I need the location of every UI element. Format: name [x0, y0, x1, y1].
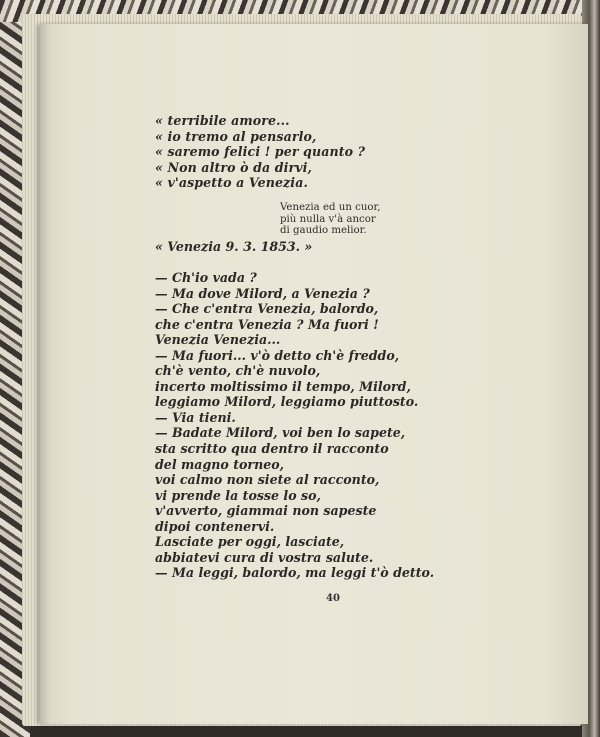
dialogue-line: incerto moltissimo il tempo, Milord, [155, 378, 411, 394]
dialogue-line: abbiatevi cura di vostra salute. [155, 549, 374, 565]
page-number: 40 [326, 593, 340, 604]
dialogue-line: Lasciate per oggi, lasciate, [155, 534, 345, 550]
dialogue-line: sta scritto qua dentro il racconto [155, 441, 389, 457]
dialogue [155, 270, 434, 581]
dialogue-line: Venezia Venezia... [155, 332, 281, 348]
dialogue-line: leggiamo Milord, leggiamo piuttosto. [155, 394, 419, 410]
stanza-line: « Non altro ò da dirvi, [155, 159, 313, 175]
dialogue-line: — Badate Milord, voi ben lo sapete, [155, 425, 406, 441]
dialogue-line: del magno torneo, [155, 456, 285, 472]
dialogue-line: — Ma dove Milord, a Venezia ? [155, 285, 370, 301]
epigraph-line: di gaudio melior. [280, 225, 367, 237]
dialogue-line: ch'è vento, ch'è nuvolo, [155, 363, 321, 379]
dialogue-line: — Via tieni. [155, 409, 236, 425]
dialogue-line: che c'entra Venezia ? Ma fuori ! [155, 316, 379, 332]
dialogue-line: vi prende la tosse lo so, [155, 487, 321, 503]
epigraph [280, 202, 381, 237]
dialogue-line: v'avverto, giammai non sapeste [155, 503, 377, 519]
stanza-line: « terribile amore... [155, 113, 290, 128]
dialogue-line: — Ma fuori... v'ò detto ch'è freddo, [155, 347, 400, 363]
stanza-line: « saremo felici ! per quanto ? [155, 144, 366, 160]
page-gutter [40, 24, 50, 724]
dialogue-line: — Ch'io vada ? [155, 270, 257, 285]
stanza-line: « v'aspetto a Venezia. [155, 175, 308, 191]
dialogue-line: dipoi contenervi. [155, 518, 275, 534]
epigraph-line: Venezia ed un cuor, [280, 202, 381, 213]
stanza-line: « io tremo al pensarlo, [155, 128, 317, 144]
epigraph-line: più nulla v'à ancor [280, 213, 376, 225]
date-line: « Venezia 9. 3. 1853. » [155, 239, 313, 254]
dialogue-line: voi calmo non siete al racconto, [155, 472, 380, 488]
stanza [155, 113, 365, 191]
dialogue-line: — Ma leggi, balordo, ma leggi t'ò detto. [155, 565, 435, 581]
dialogue-line: — Che c'entra Venezia, balordo, [155, 301, 379, 317]
